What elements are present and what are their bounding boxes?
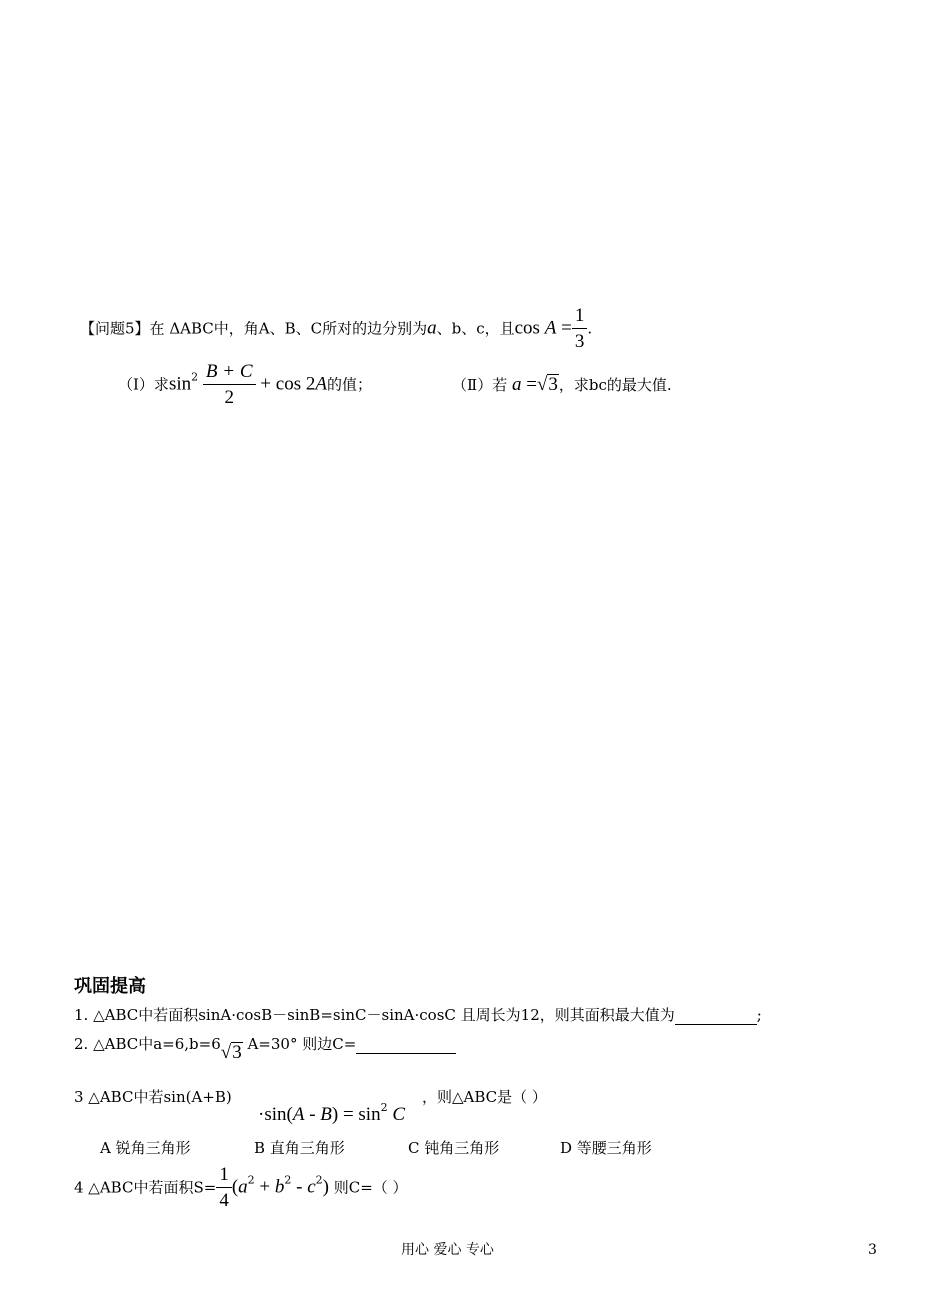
q4-minus: - — [291, 1176, 308, 1198]
question-2 — [74, 1033, 456, 1063]
q4-frac-den: 4 — [219, 1190, 229, 1211]
q4-frac-num: 1 — [216, 1163, 232, 1188]
problem5-frac-den: 3 — [574, 331, 585, 352]
part1-sup: 2 — [191, 370, 199, 384]
question-2-prefix: 2. △ABC中a=6,b=6 — [74, 1035, 221, 1053]
option-c: C 钝角三角形 — [408, 1139, 500, 1157]
part1-tail: 的值； — [326, 375, 372, 394]
problem5-cos: cos — [514, 317, 540, 339]
problem5-frac-num: 1 — [572, 304, 588, 329]
part1-frac-den: 2 — [224, 387, 234, 408]
question-1-end: ; — [756, 1006, 762, 1024]
question-2-mid: A=30° 则边C= — [242, 1035, 357, 1053]
problem5-var-A: A — [544, 317, 557, 339]
question-3-equation — [258, 1098, 405, 1125]
option-b: B 直角三角形 — [254, 1139, 345, 1157]
problem5-statement — [80, 304, 592, 354]
problem5-part2 — [452, 374, 672, 395]
q4-plus: + — [254, 1176, 275, 1198]
problem5-fraction — [572, 304, 588, 355]
question-4-suffix: 则C=（ ） — [333, 1178, 408, 1197]
part1-label: （Ⅰ）求 — [118, 375, 169, 394]
q4-var-b: b — [274, 1176, 285, 1198]
q3-minus: - — [304, 1104, 321, 1125]
part1-frac-num: B + C — [203, 360, 256, 385]
problem5-part1 — [118, 360, 372, 411]
question-4-prefix: 4 △ABC中若面积S= — [74, 1178, 217, 1197]
footer-text: 用心 爱心 专心 — [401, 1242, 494, 1258]
part2-sqrt: √3 — [536, 374, 558, 395]
question-2-blank — [356, 1037, 456, 1054]
question-1-blank — [675, 1008, 757, 1025]
problem5-prefix: 在 ΔABC中，角A、B、C所对的边分别为 — [149, 319, 428, 338]
option-d: D 等腰三角形 — [560, 1139, 652, 1157]
part1-var-A: A — [315, 373, 327, 395]
problem5-eq: = — [561, 317, 572, 339]
question-1 — [74, 1005, 762, 1025]
question-2-sqrt: √3 — [220, 1042, 242, 1063]
part2-tail: ，求bc的最大值. — [558, 376, 672, 394]
q4-sup-3: 2 — [315, 1173, 323, 1187]
question-3-prefix: 3 △ABC中若sin(A+B) — [74, 1088, 232, 1106]
q3-var-A: A — [292, 1104, 305, 1125]
part1-fraction — [203, 360, 256, 411]
question-2-sqrt-radicand: 3 — [232, 1042, 242, 1063]
question-3 — [74, 1087, 232, 1107]
section-title: 巩固提高 — [74, 976, 146, 997]
q3-var-B: B — [320, 1104, 332, 1125]
q3-eq-sin: ) = sin — [331, 1104, 381, 1125]
q4-close: ) — [322, 1176, 329, 1198]
problem5-label: 【问题5】 — [80, 319, 150, 338]
question-4-fraction — [216, 1163, 232, 1214]
q3-var-C: C — [392, 1104, 406, 1125]
part2-sqrt-radicand: 3 — [548, 374, 558, 395]
part1-sin: sin — [168, 373, 192, 395]
part2-eq: = — [526, 374, 537, 395]
q4-var-a: a — [238, 1176, 248, 1198]
q4-var-c: c — [307, 1176, 316, 1198]
page-number: 3 — [868, 1242, 877, 1258]
part1-plus-cos: + cos 2 — [260, 373, 316, 395]
option-a: A 锐角三角形 — [100, 1139, 191, 1157]
part2-label: （Ⅱ）若 — [452, 376, 508, 394]
problem5-end: . — [587, 319, 593, 338]
question-4 — [74, 1163, 408, 1215]
q4-sup-2: 2 — [284, 1173, 292, 1187]
problem5-var-a: a — [427, 317, 437, 339]
q3-sup: 2 — [380, 1101, 388, 1114]
q4-open: ( — [231, 1176, 239, 1198]
problem5-mid: 、b、c，且 — [436, 319, 515, 338]
part2-var-a: a — [511, 374, 522, 395]
question-1-text: 1. △ABC中若面积sinA·cosB－sinB=sinC－sinA·cosC 且周长为12，则其面积最大值为 — [74, 1006, 675, 1024]
question-3-suffix: ，则△ABC是（ ） — [422, 1088, 547, 1106]
q4-sup-1: 2 — [247, 1173, 255, 1187]
q3-sin-open: ·sin( — [258, 1104, 293, 1125]
